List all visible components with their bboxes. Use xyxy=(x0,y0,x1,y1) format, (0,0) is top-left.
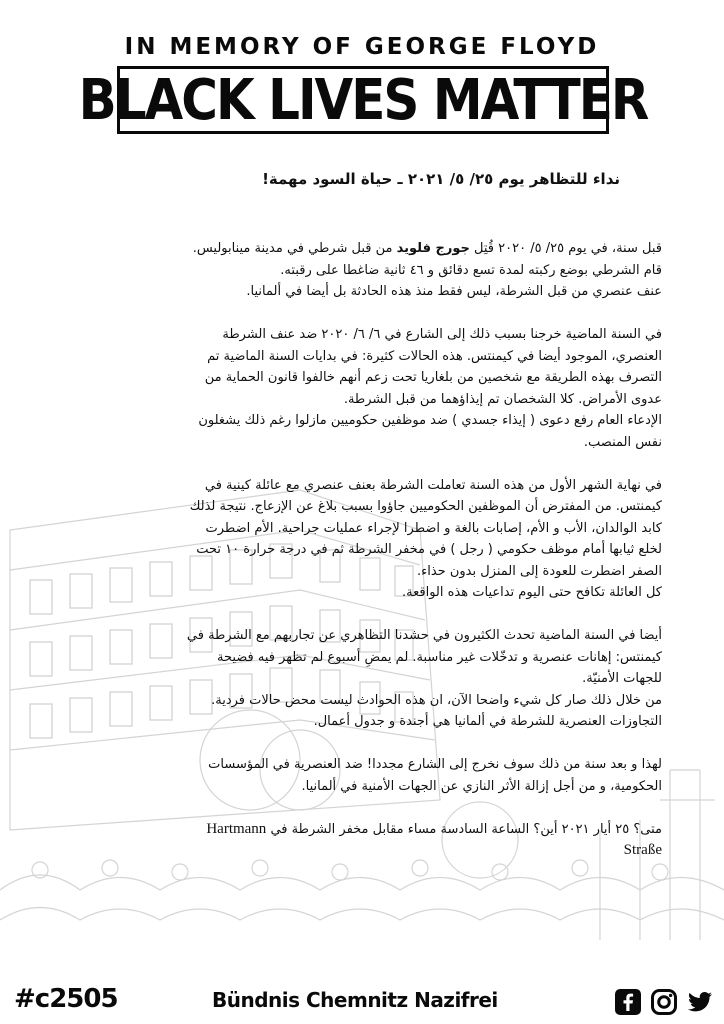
twitter-icon[interactable] xyxy=(686,988,714,1016)
text-line: للجهات الأمنيّة. xyxy=(582,671,662,686)
text-line: في نهاية الشهر الأول من هذه السنة تعاملت الشرطة بعنف عنصري مع عائلة كينية في xyxy=(204,477,662,493)
text-line: العنصري، الموجود أيضا في كيمنتس. هذه الحالات كثيرة: في بدايات السنة الماضية تم xyxy=(207,348,662,364)
text-line: الحكومية، و من أجل إزالة الأثر النازي عن الجهات الأمنية في ألمانيا. xyxy=(301,778,662,794)
slogan-text: BLACK LIVES MATTER xyxy=(78,67,648,133)
footer xyxy=(0,984,724,1024)
text-line xyxy=(62,238,662,260)
text-line: الإدعاء العام رفع دعوى ( إيذاء جسدي ) ضد موظفين حكوميين مازلوا رغم ذلك يشغلون xyxy=(198,413,662,428)
text-line: عنف عنصري من قبل الشرطة، ليس فقط منذ هذه الحادثة بل أيضا في ألمانيا. xyxy=(246,284,662,299)
text-segment: قبل سنة، في يوم ٢٥/ ٥/ ٢٠٢٠ قُتِل xyxy=(469,241,662,256)
memorial-heading: IN MEMORY OF GEORGE FLOYD xyxy=(124,34,600,60)
text-line: الصفر اضطرت للعودة إلى المنزل بدون حذاء. xyxy=(417,563,662,579)
text-line: قام الشرطي بوضع ركبته لمدة تسع دقائق و ٤٦ ثانية ضاغطا على رقبته. xyxy=(280,262,662,278)
text-line: في السنة الماضية خرجنا بسبب ذلك إلى الشارع في ٦/ ٦/ ٢٠٢٠ ضد عنف الشرطة xyxy=(222,327,662,342)
street-name: Hartmann xyxy=(206,820,267,837)
organization-name: Bündnis Chemnitz Nazifrei xyxy=(212,988,498,1012)
paragraph xyxy=(62,475,662,604)
text-line: كيمنتس: إهانات عنصرية و تدخّلات غير مناسبة. لم يمضِ أسبوع لم تظهر فيه فضيحة xyxy=(216,649,662,665)
text-line: نفس المنصب. xyxy=(583,434,662,450)
victim-name: جورج فلويد xyxy=(396,241,470,256)
article-body xyxy=(62,238,662,883)
text-line: التصرف بهذه الطريقة مع شخصين من بلغاريا تحت زعم أنهم خالفوا قانون الحماية من xyxy=(204,370,662,385)
paragraph xyxy=(62,754,662,797)
text-line: عدوى الأمراض. كلا الشخصان تم إيذاؤهما من قبل الشرطة. xyxy=(343,391,662,407)
hashtag: #c2505 xyxy=(14,984,118,1014)
social-links xyxy=(614,988,714,1016)
call-to-action: نداء للتظاهر يوم ٢٥/ ٥/ ٢٠٢١ ـ حياة السود مهمة! xyxy=(262,170,620,188)
text-line: أيضا في السنة الماضية تحدث الكثيرون في حشدنا التظاهري عن تجاربهم مع الشرطة في xyxy=(186,628,662,643)
text-segment: متى؟ ٢٥ أيار ٢٠٢١ أين؟ الساعة السادسة مساء مقابل مخفر الشرطة في xyxy=(266,821,662,837)
text-line: Straße xyxy=(623,842,662,858)
text-segment: من قبل شرطي في مدينة مينابوليس. xyxy=(192,241,397,256)
text-line: لخلع ثيابها أمام موظف حكومي ( رجل ) في مخفر الشرطة ثم في درجة حرارة ١٠ تحت xyxy=(196,542,662,557)
text-line: كل العائلة تكافح حتى اليوم تداعيات هذه الواقعة. xyxy=(402,585,662,600)
slogan-box xyxy=(78,66,648,134)
text-line: لهذا و بعد سنة من ذلك سوف نخرج إلى الشارع مجددا! ضد العنصرية في المؤسسات xyxy=(208,757,662,772)
text-line xyxy=(62,819,662,841)
instagram-icon[interactable] xyxy=(650,988,678,1016)
paragraph xyxy=(62,625,662,733)
text-line: كابد الوالدان، الأب و الأم، إصابات بالغة و اضطرا لإجراء عمليات جراحية. الأم اضطرت xyxy=(205,520,662,536)
text-line: كيمنتس. من المفترض أن الموظفين الحكوميين جاؤوا بسبب بلاغ عن الإزعاج. نتيجة لذلك xyxy=(189,499,662,514)
text-line: من خلال ذلك صار كل شيء واضحا الآن، ان هذه الحوادث ليست محض حالات فردية. xyxy=(211,692,662,708)
facebook-icon[interactable] xyxy=(614,988,642,1016)
paragraph xyxy=(62,238,662,303)
paragraph xyxy=(62,324,662,453)
text-line: التجاوزات العنصرية للشرطة في ألمانيا هي أجندة و جدول أعمال. xyxy=(313,714,662,729)
paragraph xyxy=(62,819,662,862)
